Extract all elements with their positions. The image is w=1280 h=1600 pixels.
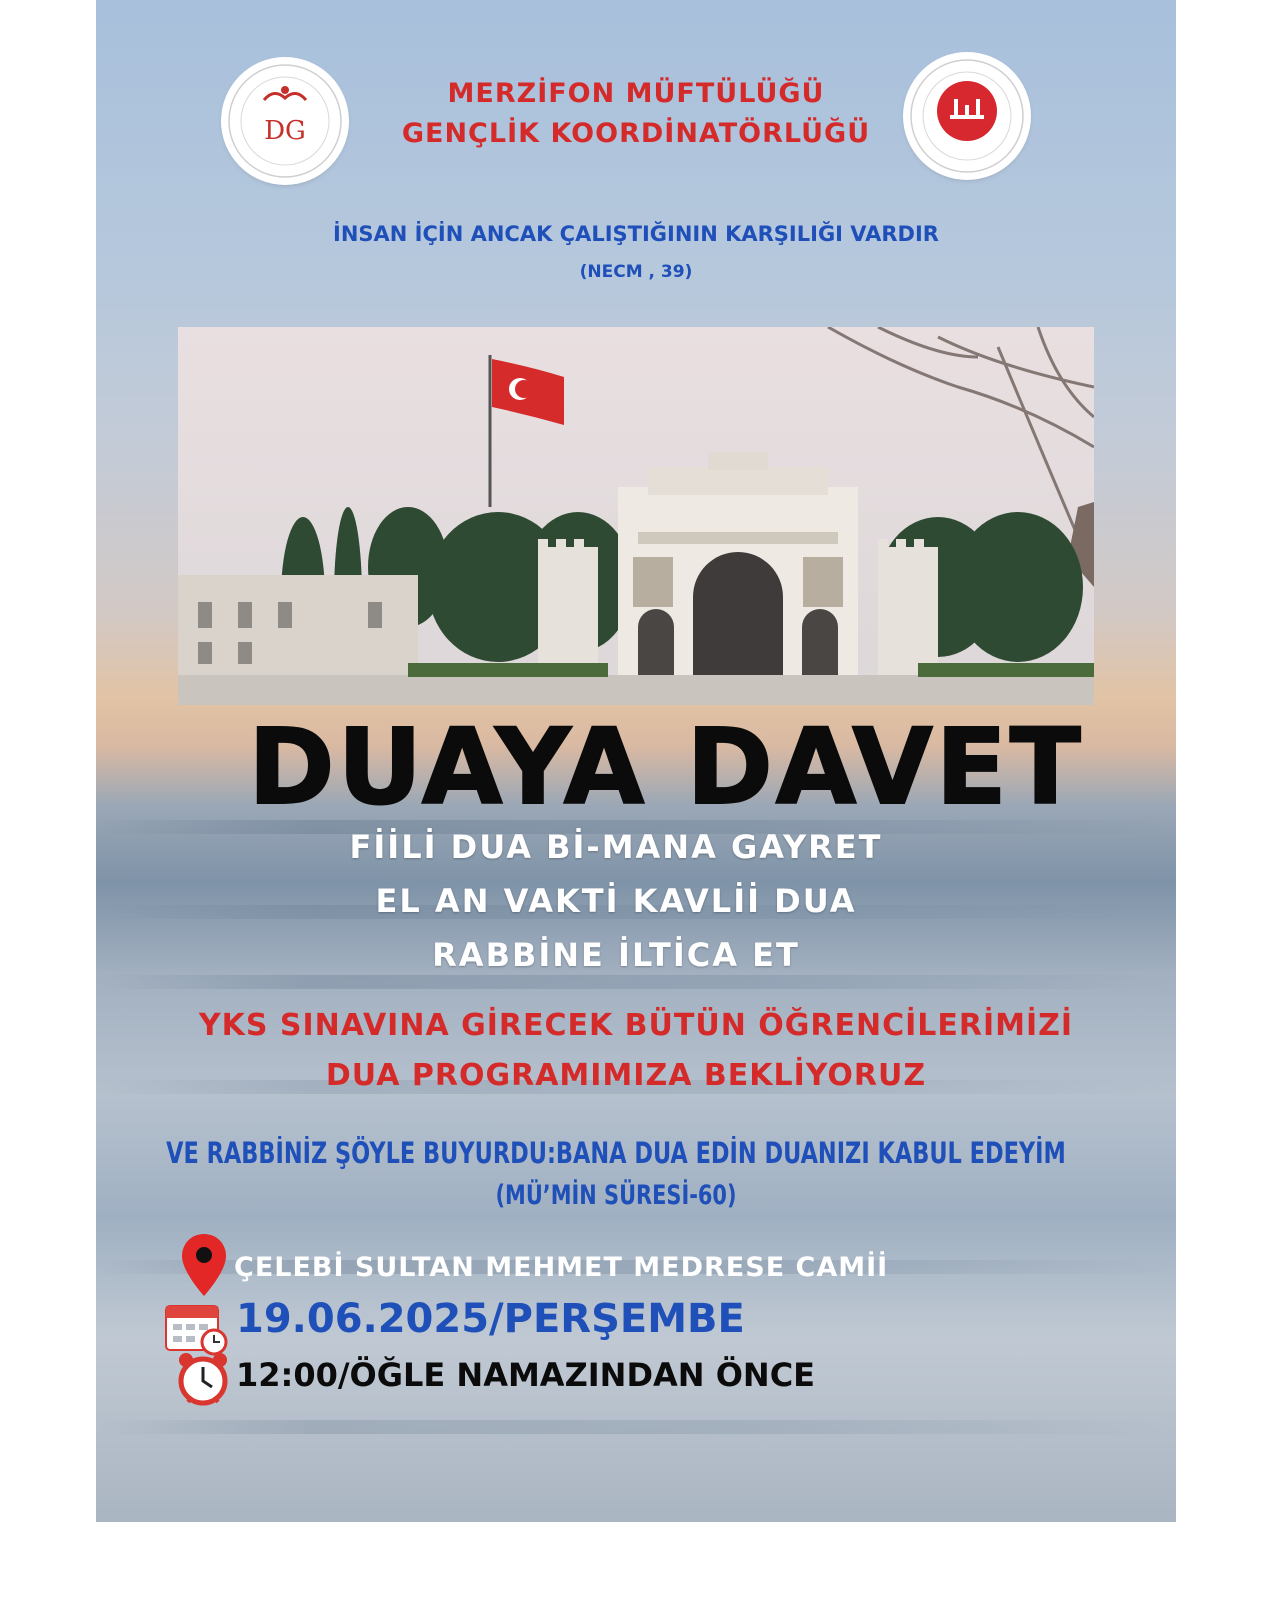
invite-line-1: YKS SINAVINA GİRECEK BÜTÜN ÖĞRENCİLERİMİZİ: [198, 1008, 1074, 1043]
location-text: ÇELEBİ SULTAN MEHMET MEDRESE CAMİİ: [234, 1252, 889, 1283]
map-pin-icon: [180, 1232, 228, 1302]
alarm-clock-icon: [174, 1350, 232, 1412]
university-gate-photo: [178, 327, 1094, 705]
verse-ref: (NECM , 39): [579, 262, 693, 282]
header-line-1: MERZİFON MÜFTÜLÜĞÜ: [447, 78, 825, 109]
poster: [96, 0, 1176, 1522]
date-text: 19.06.2025/PERŞEMBE: [236, 1296, 745, 1342]
diyanet-isleri-baskanligi-logo: [906, 55, 1028, 177]
hymn-line-3: RABBİNE İLTİCA ET: [432, 936, 800, 974]
time-text: 12:00/ÖĞLE NAMAZINDAN ÖNCE: [236, 1356, 816, 1394]
main-title: DUAYA DAVET: [248, 706, 1084, 828]
verse-text: İNSAN İÇİN ANCAK ÇALIŞTIĞININ KARŞILIĞI VARDIR: [333, 222, 939, 246]
quote-ref: (MÜ’MİN SÜRESİ-60): [495, 1180, 737, 1211]
hymn-line-1: FİİLİ DUA Bİ-MANA GAYRET: [349, 828, 883, 866]
hymn-line-2: EL AN VAKTİ KAVLİİ DUA: [375, 882, 857, 920]
invite-line-2: DUA PROGRAMIMIZA BEKLİYORUZ: [325, 1058, 927, 1093]
svg-text:DG: DG: [264, 116, 306, 146]
quote-text: VE RABBİNİZ ŞÖYLE BUYURDU:BANA DUA EDİN DUANIZI KABUL EDEYİM: [166, 1136, 1066, 1170]
header-line-2: GENÇLİK KOORDİNATÖRLÜĞÜ: [401, 118, 871, 149]
